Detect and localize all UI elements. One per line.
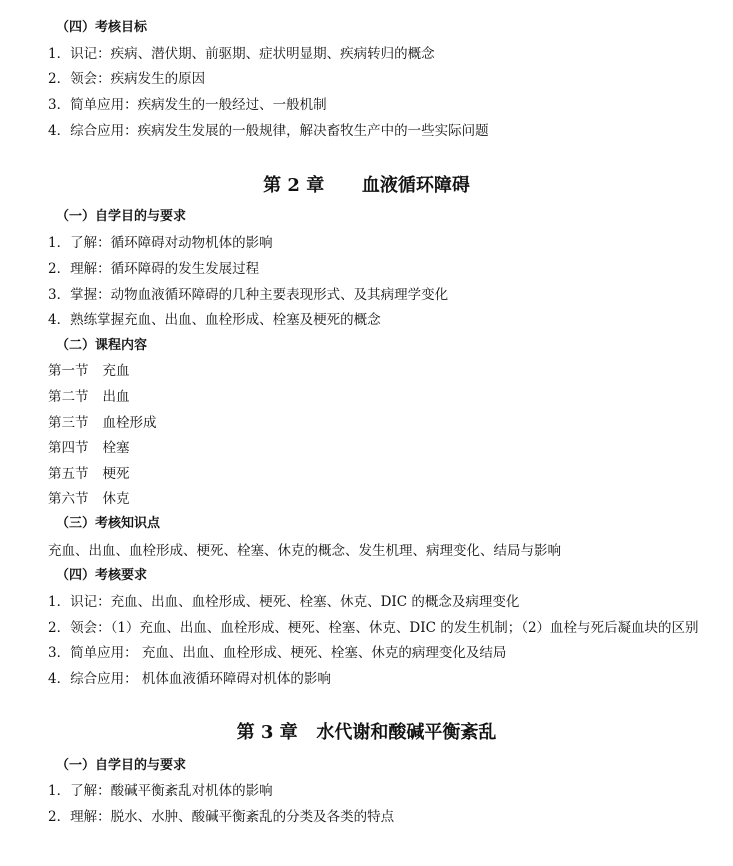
section-item xyxy=(48,465,130,483)
section-name: 梗死 xyxy=(102,466,130,482)
exam-goal-item: 4．综合应用：疾病发生发展的一般规律，解决畜牧生产中的一些实际问题 xyxy=(48,123,489,139)
self-study-goals-heading: （一）自学目的与要求 xyxy=(56,758,187,773)
goal-item: 1．了解：酸碱平衡紊乱对机体的影响 xyxy=(48,783,273,799)
requirement-item: 2．领会：（1）充血、出血、血栓形成、梗死、栓塞、休克、DIC 的发生机制；（2）血栓与死后凝血块的区别 xyxy=(48,620,699,636)
exam-goals-heading: （四）考核目标 xyxy=(56,20,148,35)
requirement-item: 3．简单应用： 充血、出血、血栓形成、梗死、栓塞、休克的病理变化及结局 xyxy=(48,645,507,661)
section-number: 第一节 xyxy=(48,363,89,379)
goal-item: 2．理解：循环障碍的发生发展过程 xyxy=(48,261,260,277)
section-number: 第二节 xyxy=(48,389,89,405)
goal-item: 1．了解：循环障碍对动物机体的影响 xyxy=(48,235,273,251)
self-study-goals-heading: （一）自学目的与要求 xyxy=(56,209,187,224)
requirement-item: 1．识记：充血、出血、血栓形成、梗死、栓塞、休克、DIC 的概念及病理变化 xyxy=(48,594,520,610)
exam-requirements-heading: （四）考核要求 xyxy=(56,568,148,583)
exam-goal-item: 1．识记：疾病、潜伏期、前驱期、症状明显期、疾病转归的概念 xyxy=(48,46,435,62)
section-item xyxy=(48,439,130,457)
section-name: 出血 xyxy=(102,389,130,405)
section-number: 第六节 xyxy=(48,491,89,507)
section-item xyxy=(48,362,130,380)
course-content-heading: （二）课程内容 xyxy=(56,338,148,353)
section-item xyxy=(48,490,130,508)
goal-item: 3．掌握：动物血液循环障碍的几种主要表现形式、及其病理学变化 xyxy=(48,287,449,303)
section-name: 充血 xyxy=(102,363,130,379)
section-name: 栓塞 xyxy=(102,440,130,456)
requirement-item: 4．综合应用： 机体血液循环障碍对机体的影响 xyxy=(48,671,331,687)
knowledge-points-text: 充血、出血、血栓形成、梗死、栓塞、休克的概念、发生机理、病理变化、结局与影响 xyxy=(48,543,561,559)
goal-item: 4．熟练掌握充血、出血、血栓形成、栓塞及梗死的概念 xyxy=(48,312,381,328)
section-item xyxy=(48,388,130,406)
section-item xyxy=(48,414,157,432)
chapter-3-title: 第 3 章 水代谢和酸碱平衡紊乱 xyxy=(236,722,497,743)
goal-item: 2．理解：脱水、水肿、酸碱平衡紊乱的分类及各类的特点 xyxy=(48,809,395,825)
section-number: 第四节 xyxy=(48,440,89,456)
exam-goal-item: 3．简单应用：疾病发生的一般经过、一般机制 xyxy=(48,97,327,113)
chapter-2-title: 第 2 章 血液循环障碍 xyxy=(263,175,470,196)
section-number: 第三节 xyxy=(48,415,89,431)
exam-goal-item: 2．领会：疾病发生的原因 xyxy=(48,71,206,87)
section-name: 休克 xyxy=(102,491,130,507)
knowledge-points-heading: （三）考核知识点 xyxy=(56,516,161,531)
section-name: 血栓形成 xyxy=(102,415,157,431)
section-number: 第五节 xyxy=(48,466,89,482)
